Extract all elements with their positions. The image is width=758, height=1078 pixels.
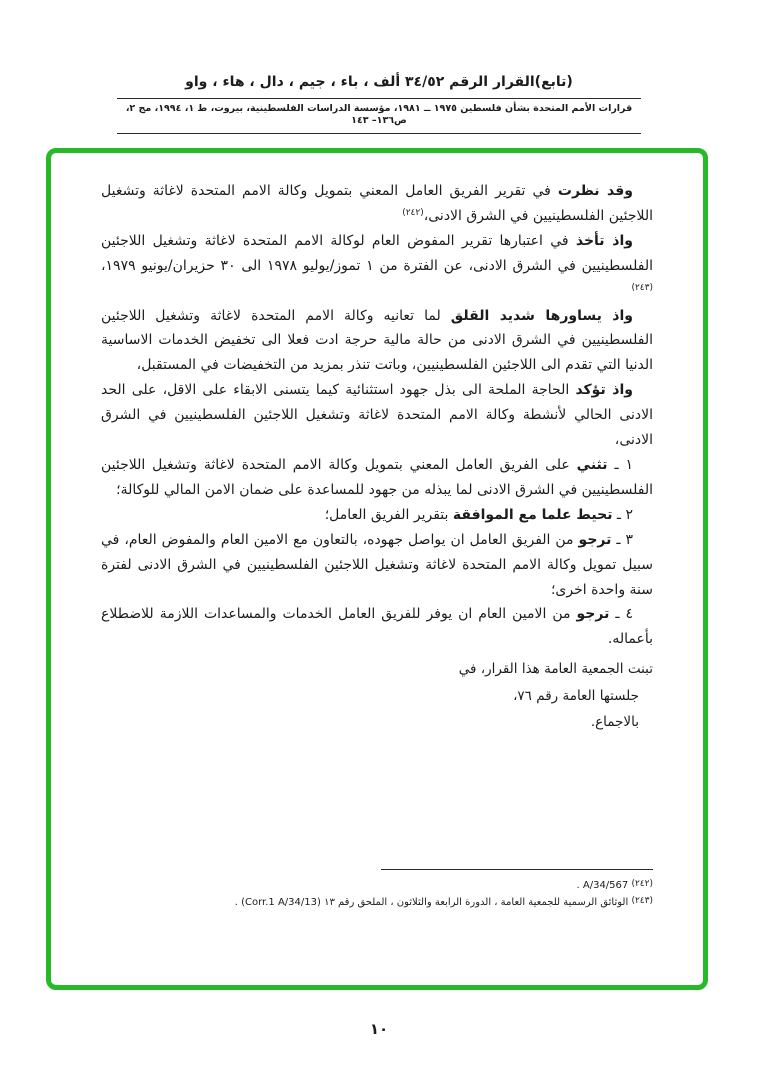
resolution-body — [101, 179, 653, 735]
preamble-paragraph — [101, 229, 653, 304]
paragraph-text: في اعتبارها تقرير المفوض العام لوكالة الامم المتحدة لاغاثة وتشغيل اللاجئين الفلسطينيين في الشرق الادنى، عن الفترة من ١ تموز/يوليو ١٩٧٨ الى ٣٠ حزيران/يونيو ١٩٧٩، — [101, 232, 654, 274]
operative-item — [101, 528, 653, 603]
adoption-note — [101, 656, 653, 735]
footnote-text: A/34/567 . — [576, 880, 629, 891]
document-header — [0, 74, 758, 134]
paragraph-lead: واذ يساورها شديد القلق — [450, 307, 633, 324]
item-text: من الامين العام ان يوفر للفريق العامل الخدمات والمساعدات اللازمة للاضطلاع بأعماله. — [101, 606, 653, 648]
item-lead: ترجو — [576, 606, 610, 623]
preamble-paragraph — [101, 304, 653, 379]
paragraph-text: لما تعانيه وكالة الامم المتحدة لاغاثة وتشغيل اللاجئين الفلسطينيين في الشرق الادنى من حالة مالية حرجة ادت فعلا الى تخفيض الخدمات الاساسية الدنيا التي تقدم الى اللاجئين الفلسطينيين، وباتت تنذر بمزيد من التخفيضات في المستقبل، — [101, 307, 653, 374]
operative-item — [101, 453, 653, 503]
resolution-title: (تابع)القرار الرقم ٣٤/٥٢ ألف ، باء ، جيم ، دال ، هاء ، واو — [185, 74, 573, 90]
item-number: ١ ـ — [607, 456, 633, 473]
header-rule-bottom — [117, 133, 641, 134]
item-text: من الفريق العامل ان يواصل جهوده، بالتعاون مع الامين العام والمفوض العام، في سبيل تمويل وكالة الامم المتحدة لاغاثة وتشغيل اللاجئين الفلسطينيين في الشرق الادنى لفترة سنة واحدة اخرى؛ — [101, 531, 653, 598]
footnote — [101, 894, 653, 911]
green-border-frame — [46, 148, 708, 990]
footnote-marker: (٢٤٣) — [631, 896, 653, 906]
paragraph-lead: واذ تأخذ — [575, 232, 633, 249]
item-number: ٣ ـ — [611, 531, 633, 548]
item-text: بتقرير الفريق العامل؛ — [324, 506, 453, 523]
item-lead: تثني — [576, 456, 608, 473]
item-number: ٤ ـ — [609, 606, 633, 623]
paragraph-lead: وقد نظرت — [557, 183, 633, 199]
footnotes-section — [101, 869, 653, 911]
adoption-line: تبنت الجمعية العامة هذا القرار، في — [458, 661, 653, 678]
footnote-marker: (٢٤٢) — [631, 879, 653, 889]
item-text: على الفريق العامل المعني بتمويل وكالة الامم المتحدة لاغاثة وتشغيل اللاجئين الفلسطينيين في الشرق الادنى لما يبذله من جهود للمساعدة على ضمان الامن المالي للوكالة؛ — [101, 456, 653, 498]
operative-item — [101, 503, 653, 528]
header-rule-top — [117, 98, 641, 99]
footnote-separator — [381, 869, 653, 870]
preamble-paragraph — [101, 378, 653, 453]
preamble-paragraph — [101, 179, 653, 229]
paragraph-text: في تقرير الفريق العامل المعني بتمويل وكالة الامم المتحدة لاغاثة وتشغيل اللاجئين الفلسطينيين في الشرق الادنى، — [101, 183, 653, 224]
footnote-text: الوثائق الرسمية للجمعية العامة ، الدورة الرابعة والثلاثون ، الملحق رقم ١٣ (Corr.1 A/34/13) . — [234, 897, 629, 908]
item-number: ٢ ـ — [612, 506, 633, 523]
adoption-line: بالاجماع. — [590, 713, 639, 730]
paragraph-text: الحاجة الملحة الى بذل جهود استثنائية كيما يتسنى الابقاء على الاقل، على الحد الادنى الحالي لأنشطة وكالة الامم المتحدة لاغاثة وتشغيل اللاجئين الفلسطينيين في الشرق الادنى، — [101, 382, 653, 449]
footnote-ref: (٢٤٢) — [402, 207, 424, 218]
paragraph-lead: واذ تؤكد — [575, 382, 633, 399]
item-lead: ترجو — [578, 531, 612, 548]
page-number: ١٠ — [369, 1020, 389, 1038]
footnote-ref: (٢٤٣) — [631, 282, 653, 293]
footnote — [101, 877, 653, 894]
operative-item — [101, 602, 653, 652]
item-lead: تحيط علما مع الموافقة — [452, 506, 613, 523]
source-citation: قرارات الأمم المتحدة بشأن فلسطين ١٩٧٥ ــ ١٩٨١، مؤسسة الدراسات الفلسطينية، بيروت، ط ١، ١٩٩٤، مج ٢، ص١٣٦– ١٤٣ — [125, 103, 633, 127]
adoption-line: جلستها العامة رقم ٧٦، — [513, 687, 639, 704]
